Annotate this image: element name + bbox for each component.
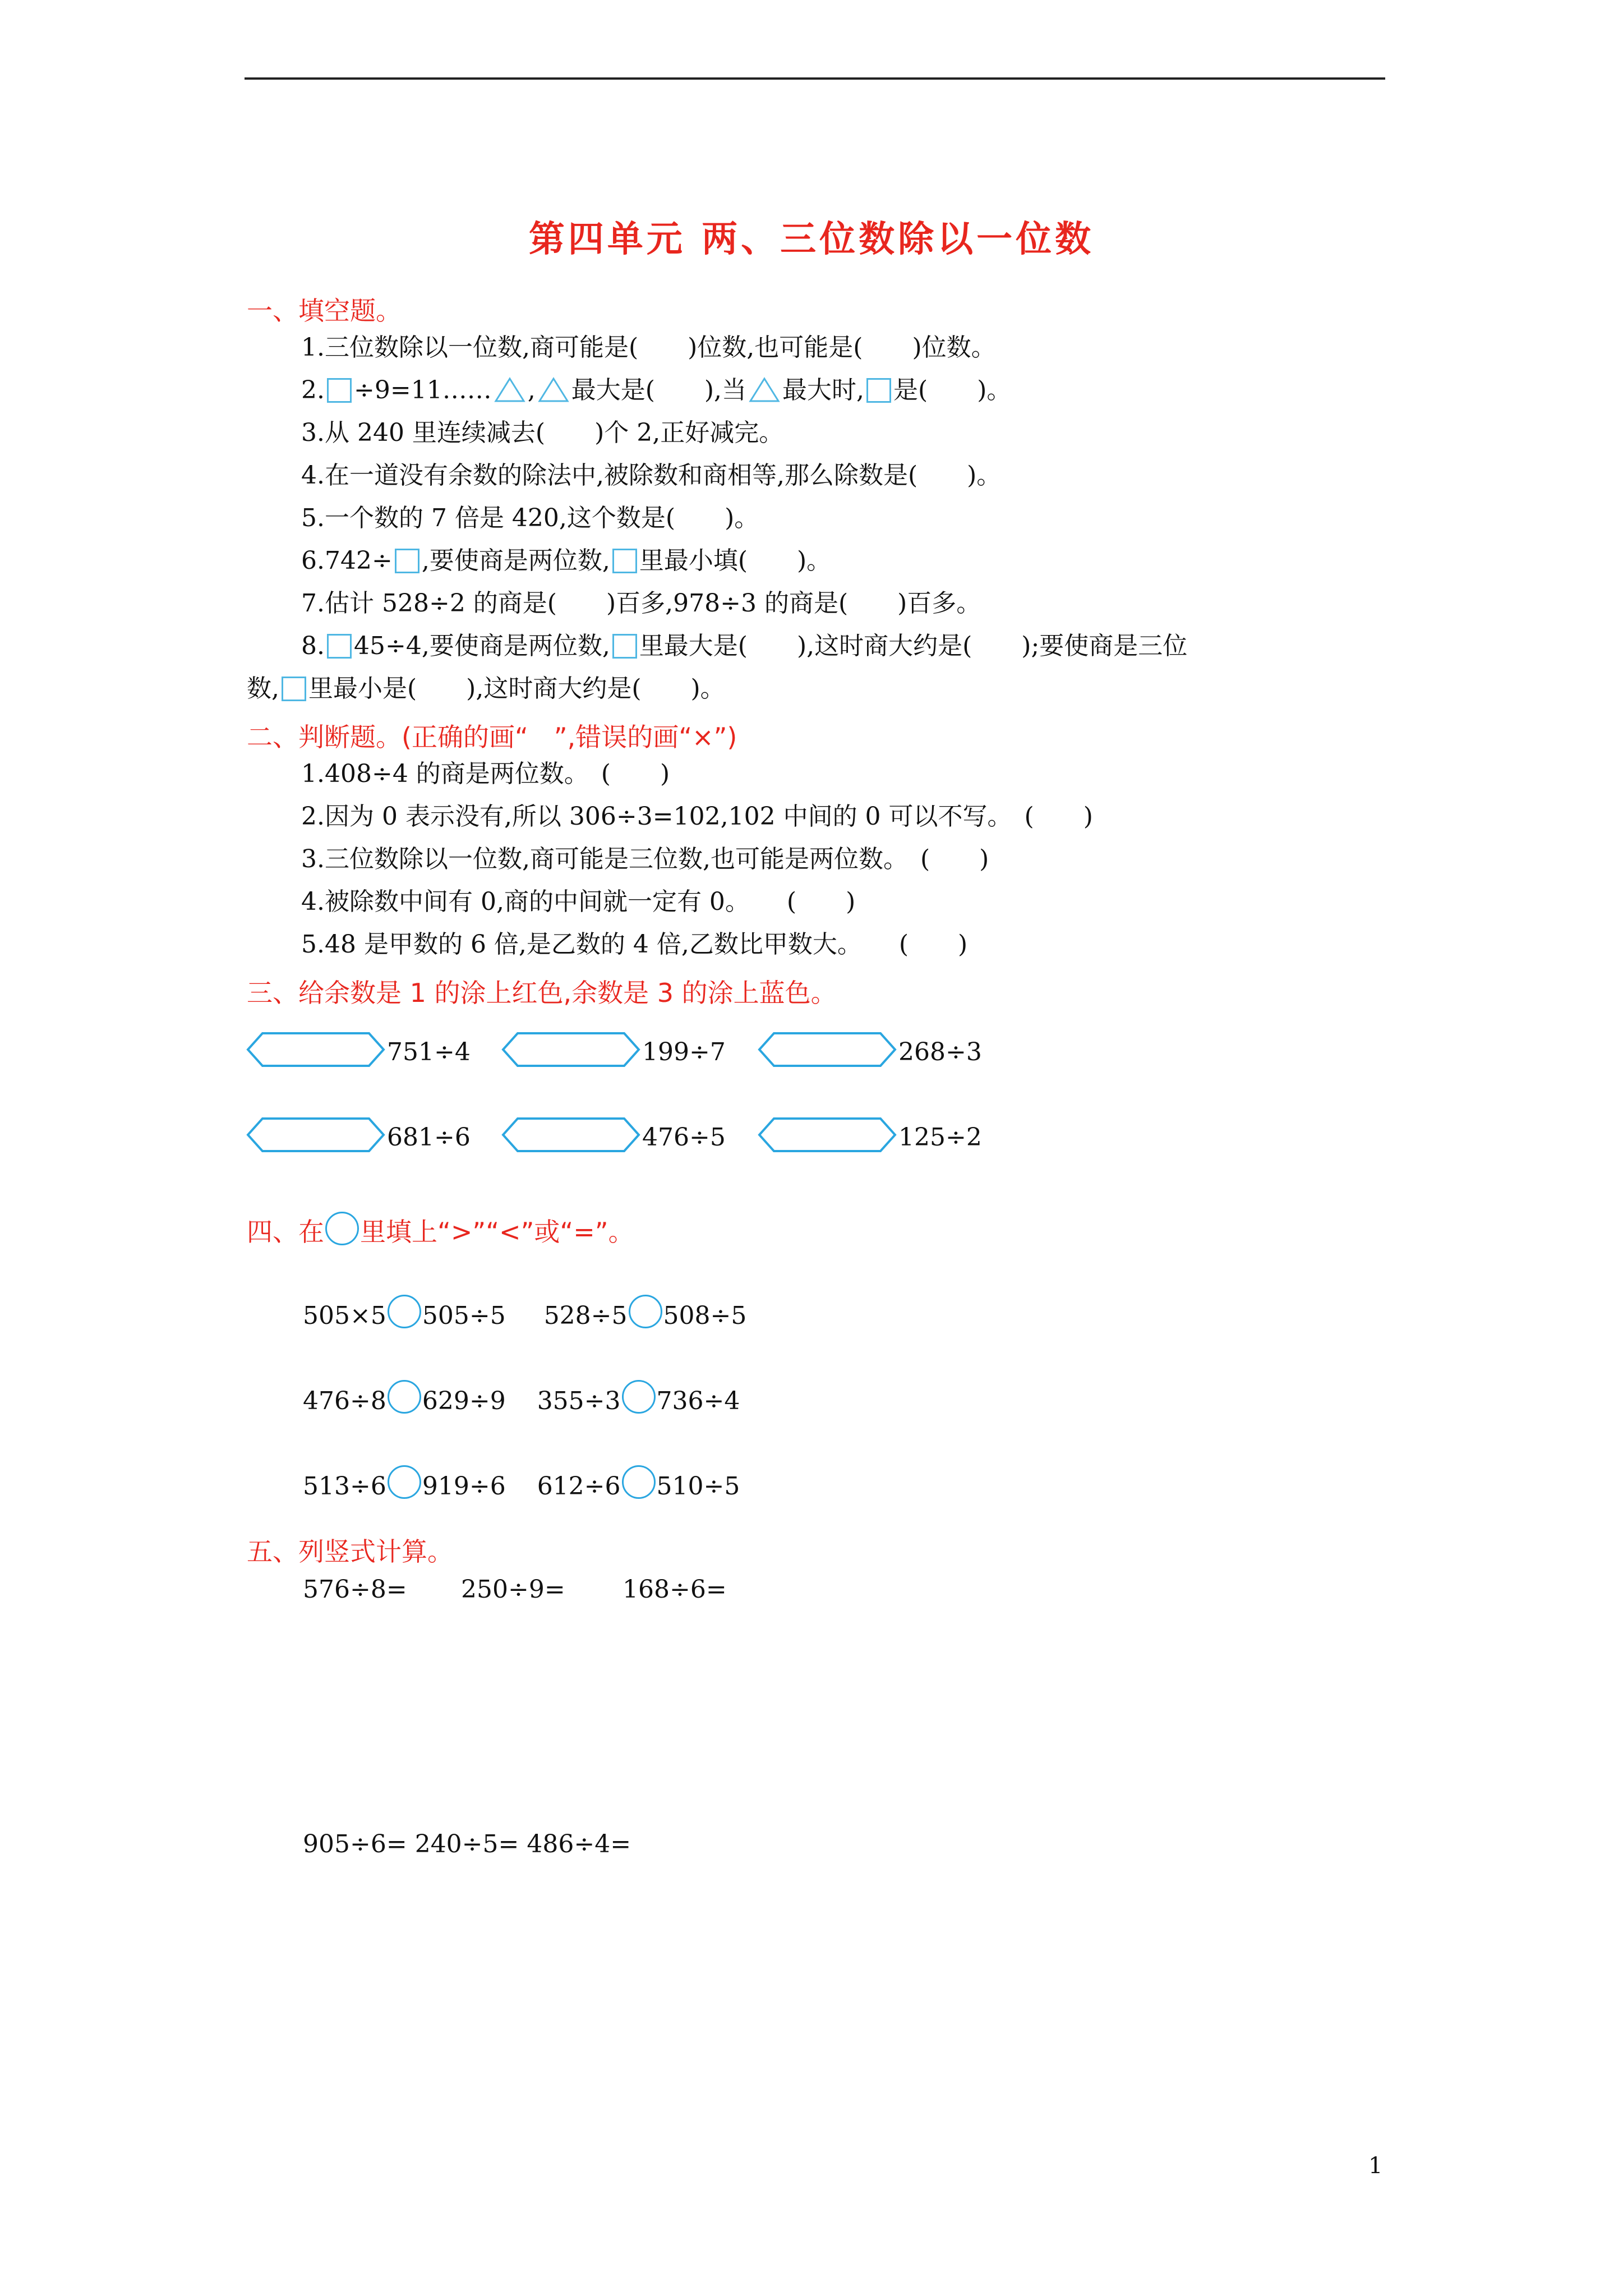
triangle-icon[interactable] [749, 377, 780, 403]
vertical-calc-expression: 168÷6= [623, 1575, 727, 1604]
judge-item: 5.48 是甲数的 6 倍,是乙数的 4 倍,乙数比甲数大。 ( ) [301, 930, 968, 959]
compare-circle-input[interactable] [629, 1295, 662, 1328]
vertical-calc-expressions: 905÷6= 240÷5= 486÷4= [303, 1830, 631, 1858]
expression-label: 125÷2 [898, 1123, 982, 1152]
expression-label: 199÷7 [642, 1038, 726, 1066]
hexagon-fill-shape[interactable] [246, 1116, 386, 1153]
page-number: 1 [1368, 2153, 1383, 2179]
hexagon-fill-shape[interactable] [501, 1031, 641, 1068]
square-box-icon[interactable] [866, 378, 891, 403]
square-box-icon[interactable] [612, 549, 637, 573]
hexagon-fill-shape[interactable] [757, 1116, 897, 1153]
judge-item: 3.三位数除以一位数,商可能是三位数,也可能是两位数。 ( ) [301, 845, 989, 873]
hexagon-fill-shape[interactable] [501, 1116, 641, 1153]
question-1-8-continued: 数, 里最小是( ),这时商大约是( )。 [247, 674, 725, 703]
expression-label: 681÷6 [387, 1123, 471, 1152]
judge-item: 2.因为 0 表示没有,所以 306÷3=102,102 中间的 0 可以不写。 ( ) [301, 802, 1093, 831]
section-2-heading: 二、判断题。(正确的画“ ”,错误的画“×”) [247, 722, 737, 752]
page-title: 第四单元 两、三位数除以一位数 [528, 219, 1095, 260]
circle-icon [325, 1212, 359, 1245]
section-5-heading: 五、列竖式计算。 [247, 1536, 453, 1567]
expression-label: 476÷5 [642, 1123, 726, 1152]
expression-label: 751÷4 [387, 1038, 471, 1066]
square-box-icon[interactable] [282, 677, 306, 701]
hexagon-fill-shape[interactable] [757, 1031, 897, 1068]
question-1-2: 2. ÷9=11…… , 最大是( ),当 最大时, 是( )。 [301, 376, 1012, 404]
compare-row: 513÷6 919÷6 612÷6 510÷5 [303, 1465, 740, 1502]
section-3-heading: 三、给余数是 1 的涂上红色,余数是 3 的涂上蓝色。 [247, 978, 837, 1008]
section-4-heading: 四、在 里填上“>”“<”或“=”。 [247, 1212, 634, 1249]
compare-circle-input[interactable] [388, 1380, 421, 1414]
question-1-1: 1.三位数除以一位数,商可能是( )位数,也可能是( )位数。 [301, 333, 996, 362]
judge-item: 1.408÷4 的商是两位数。 ( ) [301, 760, 670, 788]
question-1-5: 5.一个数的 7 倍是 420,这个数是( )。 [301, 504, 759, 532]
judge-item: 4.被除数中间有 0,商的中间就一定有 0。 ( ) [301, 887, 856, 916]
vertical-calc-expression: 250÷9= [461, 1575, 565, 1604]
question-1-3: 3.从 240 里连续减去( )个 2,正好减完。 [301, 418, 784, 447]
compare-circle-input[interactable] [622, 1465, 656, 1499]
hexagon-fill-shape[interactable] [246, 1031, 386, 1068]
expression-label: 268÷3 [898, 1038, 982, 1066]
compare-row: 505×5 505÷5 528÷5 508÷5 [303, 1295, 746, 1332]
square-box-icon[interactable] [327, 378, 352, 403]
question-1-8: 8. 45÷4,要使商是两位数, 里最大是( ),这时商大约是( );要使商是三位 [301, 632, 1188, 660]
triangle-icon[interactable] [538, 377, 569, 403]
compare-circle-input[interactable] [622, 1380, 656, 1414]
compare-row: 476÷8 629÷9 355÷3 736÷4 [303, 1380, 740, 1417]
compare-circle-input[interactable] [388, 1295, 421, 1328]
question-1-4: 4.在一道没有余数的除法中,被除数和商相等,那么除数是( )。 [301, 461, 1002, 490]
triangle-icon[interactable] [494, 377, 525, 403]
section-1-heading: 一、填空题。 [247, 296, 402, 326]
compare-circle-input[interactable] [388, 1465, 421, 1499]
square-box-icon[interactable] [395, 549, 419, 573]
square-box-icon[interactable] [612, 634, 637, 659]
question-1-7: 7.估计 528÷2 的商是( )百多,978÷3 的商是( )百多。 [301, 589, 981, 618]
question-1-6: 6.742÷ ,要使商是两位数, 里最小填( )。 [301, 546, 832, 575]
top-rule [245, 77, 1385, 80]
vertical-calc-expression: 576÷8= [303, 1575, 407, 1604]
square-box-icon[interactable] [327, 634, 352, 659]
